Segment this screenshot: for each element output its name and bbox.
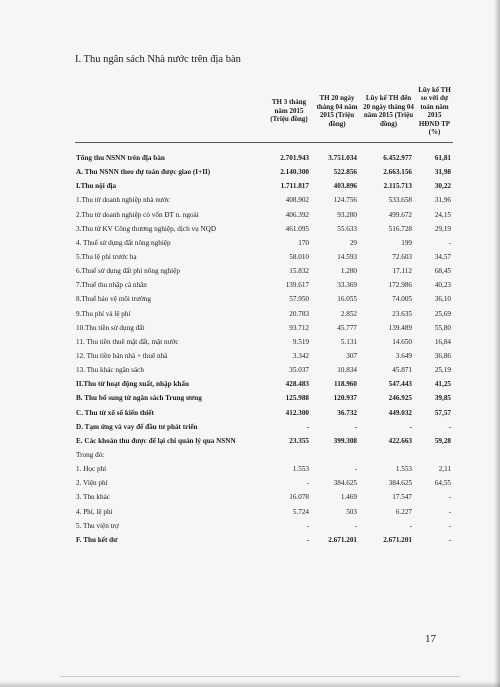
table-row bbox=[75, 349, 453, 363]
table-row bbox=[75, 236, 453, 250]
page-number: 17 bbox=[425, 633, 436, 645]
table-row bbox=[75, 420, 453, 434]
cell-cumulative: 139.489 bbox=[388, 323, 412, 332]
table-row bbox=[75, 462, 453, 476]
row-label: 2.Thu từ doanh nghiệp có vốn ĐT n. ngoài bbox=[76, 210, 199, 219]
cell-percent: 68,45 bbox=[434, 267, 451, 276]
cell-percent: 64,55 bbox=[434, 479, 451, 488]
table-body bbox=[75, 143, 453, 547]
cell-percent: 41,25 bbox=[434, 380, 451, 389]
header-20-days-april: TH 20 ngày tháng 04 năm 2015 (Triệu đồng) bbox=[313, 80, 361, 143]
cell-percent: 31,96 bbox=[434, 196, 451, 205]
cell-q1-2015: 139.617 bbox=[285, 281, 309, 290]
cell-percent: 16,84 bbox=[434, 337, 451, 346]
cell-q1-2015: 125.988 bbox=[285, 394, 309, 403]
cell-q1-2015: 58.010 bbox=[289, 253, 309, 262]
cell-20-days-april: 120.937 bbox=[333, 394, 357, 403]
cell-20-days-april: 29 bbox=[349, 238, 357, 247]
cell-q1-2015: 5.724 bbox=[292, 507, 309, 516]
cell-percent: 40,23 bbox=[434, 281, 451, 290]
cell-cumulative: 2.663.156 bbox=[383, 168, 412, 177]
cell-percent: 25,69 bbox=[434, 309, 451, 318]
cell-q1-2015: 15.832 bbox=[289, 267, 309, 276]
row-label: B. Thu bổ sung từ ngân sách Trung ương bbox=[76, 394, 202, 403]
cell-20-days-april: 307 bbox=[346, 352, 357, 361]
cell-cumulative: 422.663 bbox=[388, 436, 412, 445]
row-label: 8.Thuế bảo vệ môi trường bbox=[76, 295, 151, 304]
cell-20-days-april: 1.280 bbox=[340, 267, 357, 276]
cell-q1-2015: - bbox=[306, 479, 309, 488]
row-label: 4. Phí, lệ phí bbox=[76, 507, 113, 516]
cell-percent: - bbox=[448, 238, 451, 247]
table-row bbox=[75, 434, 453, 448]
cell-percent: 36,86 bbox=[434, 352, 451, 361]
cell-percent: 25,19 bbox=[434, 366, 451, 375]
row-label: 3.Thu từ KV Công thương nghiệp, dịch vụ NQD bbox=[76, 224, 217, 233]
row-label: 2. Viện phí bbox=[76, 479, 108, 488]
cell-cumulative: 1.553 bbox=[395, 465, 412, 474]
row-label: 13. Thu khác ngân sách bbox=[76, 366, 144, 375]
cell-20-days-april: 93.280 bbox=[337, 210, 357, 219]
cell-20-days-april: 522.856 bbox=[333, 168, 357, 177]
cell-percent: - bbox=[448, 521, 451, 530]
cell-20-days-april: 503 bbox=[346, 507, 357, 516]
footer-divider bbox=[60, 676, 460, 677]
cell-20-days-april bbox=[313, 448, 361, 462]
cell-q1-2015: 1.553 bbox=[292, 465, 309, 474]
cell-q1-2015: 23.355 bbox=[289, 436, 309, 445]
table-row bbox=[75, 476, 453, 490]
header-spacer-row bbox=[75, 143, 453, 152]
cell-cumulative: 384.625 bbox=[388, 479, 412, 488]
table-row bbox=[75, 179, 453, 193]
cell-cumulative: 6.452.977 bbox=[383, 154, 412, 163]
cell-cumulative: 23.635 bbox=[392, 309, 412, 318]
cell-cumulative: 2.115.713 bbox=[383, 182, 412, 191]
budget-revenue-table bbox=[75, 80, 453, 547]
cell-percent: 39,85 bbox=[434, 394, 451, 403]
cell-cumulative: - bbox=[409, 521, 412, 530]
cell-20-days-april: 2.852 bbox=[340, 309, 357, 318]
cell-q1-2015: - bbox=[306, 521, 309, 530]
cell-cumulative: 14.650 bbox=[392, 337, 412, 346]
cell-percent bbox=[416, 448, 453, 462]
cell-20-days-april: 45.777 bbox=[337, 323, 357, 332]
cell-percent: 57,57 bbox=[434, 408, 451, 417]
cell-q1-2015: 20.783 bbox=[289, 309, 309, 318]
row-label: 1.Thu từ doanh nghiệp nhà nước bbox=[76, 196, 170, 205]
row-label: II.Thu từ hoạt động xuất, nhập khẩu bbox=[76, 380, 189, 389]
cell-20-days-april: - bbox=[354, 521, 357, 530]
cell-percent: 55,80 bbox=[434, 323, 451, 332]
cell-cumulative: 74.005 bbox=[392, 295, 412, 304]
cell-cumulative: - bbox=[409, 422, 412, 431]
cell-cumulative: 516.728 bbox=[388, 224, 412, 233]
cell-percent: - bbox=[448, 422, 451, 431]
cell-percent: 61,81 bbox=[434, 154, 451, 163]
cell-20-days-april: 36.732 bbox=[337, 408, 357, 417]
cell-percent: 31,98 bbox=[434, 168, 451, 177]
cell-q1-2015: 412.300 bbox=[285, 408, 309, 417]
cell-20-days-april: 2.671.201 bbox=[328, 535, 357, 544]
table-row bbox=[75, 533, 453, 547]
table-row bbox=[75, 250, 453, 264]
table-row bbox=[75, 363, 453, 377]
table-row bbox=[75, 208, 453, 222]
cell-20-days-april: 384.625 bbox=[333, 479, 357, 488]
cell-percent: 30,22 bbox=[434, 182, 451, 191]
row-label: 5.Thu lệ phí trước bạ bbox=[76, 253, 137, 262]
row-label: 11. Thu tiền thuê mặt đất, mặt nước bbox=[76, 337, 179, 346]
table-row bbox=[75, 278, 453, 292]
cell-cumulative bbox=[361, 448, 416, 462]
cell-cumulative: 199 bbox=[401, 238, 412, 247]
section-title: I. Thu ngân sách Nhà nước trên địa bàn bbox=[75, 54, 241, 65]
cell-cumulative: 449.032 bbox=[388, 408, 412, 417]
cell-20-days-april: 33.369 bbox=[337, 281, 357, 290]
cell-q1-2015 bbox=[265, 448, 313, 462]
table-row bbox=[75, 292, 453, 306]
table-row bbox=[75, 406, 453, 420]
row-label: 3. Thu khác bbox=[76, 493, 111, 502]
cell-percent: 34,57 bbox=[434, 253, 451, 262]
cell-cumulative: 499.672 bbox=[388, 210, 412, 219]
cell-q1-2015: - bbox=[306, 422, 309, 431]
cell-cumulative: 2.671.201 bbox=[383, 535, 412, 544]
cell-cumulative: 6.227 bbox=[395, 507, 412, 516]
cell-percent: 29,19 bbox=[434, 224, 451, 233]
cell-q1-2015: 428.483 bbox=[285, 380, 309, 389]
row-label: E. Các khoản thu được để lại chi quản lý qua NSNN bbox=[76, 436, 236, 445]
cell-20-days-april: 1.469 bbox=[340, 493, 357, 502]
row-label: 9.Thu phí và lệ phí bbox=[76, 309, 131, 318]
cell-q1-2015: 406.392 bbox=[285, 210, 309, 219]
cell-20-days-april: 5.131 bbox=[340, 337, 357, 346]
table-row bbox=[75, 222, 453, 236]
row-label: 7.Thuế thu nhập cá nhân bbox=[76, 281, 147, 290]
cell-q1-2015: 170 bbox=[298, 238, 309, 247]
cell-cumulative: 17.112 bbox=[392, 267, 412, 276]
cell-20-days-april: 14.593 bbox=[337, 253, 357, 262]
table-row bbox=[75, 505, 453, 519]
cell-q1-2015: 9.519 bbox=[292, 337, 309, 346]
cell-q1-2015: 16.078 bbox=[289, 493, 309, 502]
cell-20-days-april: 10.834 bbox=[337, 366, 357, 375]
cell-20-days-april: 124.756 bbox=[333, 196, 357, 205]
cell-20-days-april: 403.896 bbox=[333, 182, 357, 191]
cell-20-days-april: 399.308 bbox=[333, 436, 357, 445]
cell-percent: 59,28 bbox=[434, 436, 451, 445]
table-row bbox=[75, 391, 453, 405]
page-bottom-shadow bbox=[0, 681, 500, 687]
row-label: F. Thu kết dư bbox=[76, 535, 118, 544]
table-row bbox=[75, 193, 453, 207]
row-label: 6.Thuế sử dụng đất phi nông nghiệp bbox=[76, 267, 180, 276]
cell-q1-2015: 35.037 bbox=[289, 366, 309, 375]
cell-cumulative: 3.649 bbox=[395, 352, 412, 361]
cell-percent: - bbox=[448, 535, 451, 544]
row-label: A. Thu NSNN theo dự toán được giao (I+II) bbox=[76, 168, 211, 177]
cell-percent: - bbox=[448, 507, 451, 516]
table-row bbox=[75, 321, 453, 335]
cell-q1-2015: 2.701.943 bbox=[280, 154, 309, 163]
row-label: D. Tạm ứng và vay để đầu tư phát triển bbox=[76, 422, 198, 431]
cell-q1-2015: 93.712 bbox=[289, 323, 309, 332]
header-cumulative: Lũy kế TH đến 20 ngày tháng 04 năm 2015 (Triệu đồng) bbox=[361, 80, 416, 143]
cell-cumulative: 246.925 bbox=[388, 394, 412, 403]
table-row bbox=[75, 264, 453, 278]
table-row bbox=[75, 519, 453, 533]
table-row bbox=[75, 377, 453, 391]
row-label: 12. Thu tiền bán nhà + thuê nhà bbox=[76, 352, 168, 361]
table-row bbox=[75, 335, 453, 349]
cell-cumulative: 17.547 bbox=[392, 493, 412, 502]
table-row bbox=[75, 490, 453, 504]
cell-percent: 36,10 bbox=[434, 295, 451, 304]
header-percent-of-estimate: Lũy kế TH so với dự toán năm 2015 HĐND TP (%) bbox=[416, 80, 453, 143]
row-label: Trong đó: bbox=[76, 451, 105, 460]
row-label: C. Thu từ xổ số kiến thiết bbox=[76, 408, 154, 417]
table-row bbox=[75, 448, 453, 462]
cell-cumulative: 72.603 bbox=[392, 253, 412, 262]
cell-q1-2015: 408.902 bbox=[285, 196, 309, 205]
row-label: 10.Thu tiền sử dụng đất bbox=[76, 323, 145, 332]
cell-20-days-april: 3.751.034 bbox=[328, 154, 357, 163]
header-q1-2015: TH 3 tháng năm 2015 (Triệu đồng) bbox=[265, 80, 313, 143]
cell-cumulative: 547.443 bbox=[388, 380, 412, 389]
cell-20-days-april: - bbox=[354, 422, 357, 431]
cell-q1-2015: 2.140.300 bbox=[280, 168, 309, 177]
cell-q1-2015: 3.342 bbox=[292, 352, 309, 361]
cell-q1-2015: - bbox=[306, 535, 309, 544]
row-label: 5. Thu viện trợ bbox=[76, 521, 119, 530]
cell-cumulative: 533.658 bbox=[388, 196, 412, 205]
row-label: Tổng thu NSNN trên địa bàn bbox=[76, 154, 165, 163]
table-row bbox=[75, 307, 453, 321]
cell-percent: 2,11 bbox=[438, 465, 451, 474]
table-row bbox=[75, 165, 453, 179]
table-row bbox=[75, 151, 453, 165]
cell-cumulative: 172.986 bbox=[388, 281, 412, 290]
cell-20-days-april: - bbox=[354, 465, 357, 474]
cell-cumulative: 45.871 bbox=[392, 366, 412, 375]
row-label: I.Thu nội địa bbox=[76, 182, 117, 191]
cell-percent: - bbox=[448, 493, 451, 502]
table-header-row bbox=[75, 80, 453, 143]
header-label bbox=[75, 80, 265, 143]
cell-20-days-april: 16.055 bbox=[337, 295, 357, 304]
cell-q1-2015: 461.095 bbox=[285, 224, 309, 233]
row-label: 4. Thuế sử dụng đất nông nghiệp bbox=[76, 238, 171, 247]
cell-20-days-april: 55.633 bbox=[337, 224, 357, 233]
cell-20-days-april: 118.960 bbox=[334, 380, 357, 389]
cell-q1-2015: 1.711.817 bbox=[280, 182, 309, 191]
cell-percent: 24,15 bbox=[434, 210, 451, 219]
cell-q1-2015: 57.950 bbox=[289, 295, 309, 304]
page-edge-shadow bbox=[494, 0, 500, 687]
row-label: 1. Học phí bbox=[76, 465, 107, 474]
